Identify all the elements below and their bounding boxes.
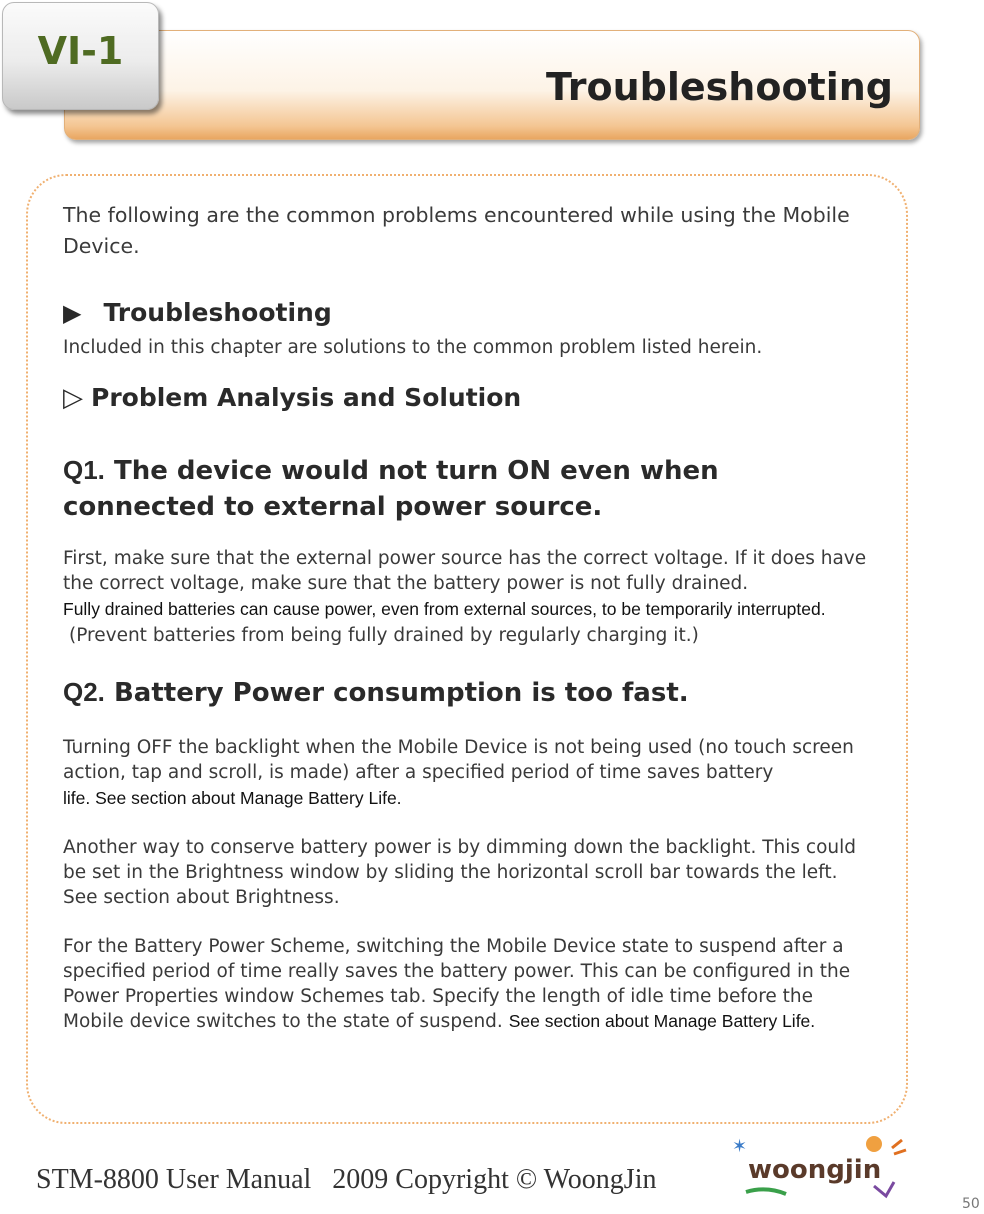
footer-text [36, 1164, 656, 1196]
section-title: Troubleshooting [103, 298, 332, 327]
subsection-heading [63, 383, 521, 413]
section-description: Included in this chapter are solutions to the common problem listed herein. [63, 337, 763, 358]
q2-para3-line [63, 934, 868, 1034]
woongjin-logo [724, 1130, 914, 1210]
q2-para2: Another way to conserve battery power is by dimming down the backlight. This could be set in the Brightness window by sliding the horizontal scroll bar towards the left. See section about Brightness. [63, 837, 857, 908]
q1-title: The device would not turn ON even when connected to external power source. [63, 456, 719, 522]
q1-answer-part1: First, make sure that the external power source has the correct voltage. If it does have the correct voltage, make sure that the battery power is not fully drained. [63, 548, 867, 594]
q1-answer-part2: Fully drained batteries can cause power, even from external sources, to be temporarily interrupted. [63, 599, 826, 619]
q2-para3 [63, 934, 868, 1034]
q1-answer-line2 [63, 596, 868, 649]
q1-number: Q1. [63, 455, 105, 485]
logo-sun-icon [866, 1136, 882, 1152]
footer-manual: STM-8800 User Manual [36, 1164, 312, 1195]
q2-para1 [63, 735, 868, 811]
logo-star-icon: ✶ [732, 1136, 748, 1157]
q2-para1-part2: life. See section about Manage Battery Life. [63, 788, 402, 808]
q2-para3-part1: For the Battery Power Scheme, switching the Mobile Device state to suspend after a specified period of time really saves the battery power. This can be configured in the Power Properties window Schemes tab. Specify the length of idle time before the Mobile device switches to the state of suspend. [63, 936, 851, 1032]
q2-number: Q2. [63, 677, 105, 707]
footer-copyright: 2009 Copyright © WoongJin [332, 1164, 657, 1195]
q2-para3-part2: See section about Manage Battery Life. [508, 1011, 816, 1031]
q1-answer-part3: (Prevent batteries from being fully drained by regularly charging it.) [69, 625, 699, 646]
outline-triangle-icon: ▷ [63, 383, 83, 413]
section-heading [63, 298, 332, 327]
q2-title: Battery Power consumption is too fast. [113, 678, 689, 708]
page-title: Troubleshooting [546, 65, 893, 109]
q1-answer [63, 546, 868, 649]
intro-text: The following are the common problems encountered while using the Mobile Device. [63, 203, 850, 258]
subsection-title: Problem Analysis and Solution [91, 383, 522, 412]
q1-heading [63, 452, 873, 525]
page-number: 50 [962, 1196, 980, 1212]
chapter-label: VI-1 [37, 29, 124, 73]
header-bar [64, 30, 920, 140]
logo-text: woongjin [748, 1155, 882, 1185]
q2-heading [63, 674, 873, 711]
filled-triangle-icon: ▶ [63, 299, 82, 327]
chapter-tab [2, 2, 159, 110]
q2-para1-part1: Turning OFF the backlight when the Mobile Device is not being used (no touch screen action, tap and scroll, is made) after a specified period of time saves battery [63, 737, 854, 783]
